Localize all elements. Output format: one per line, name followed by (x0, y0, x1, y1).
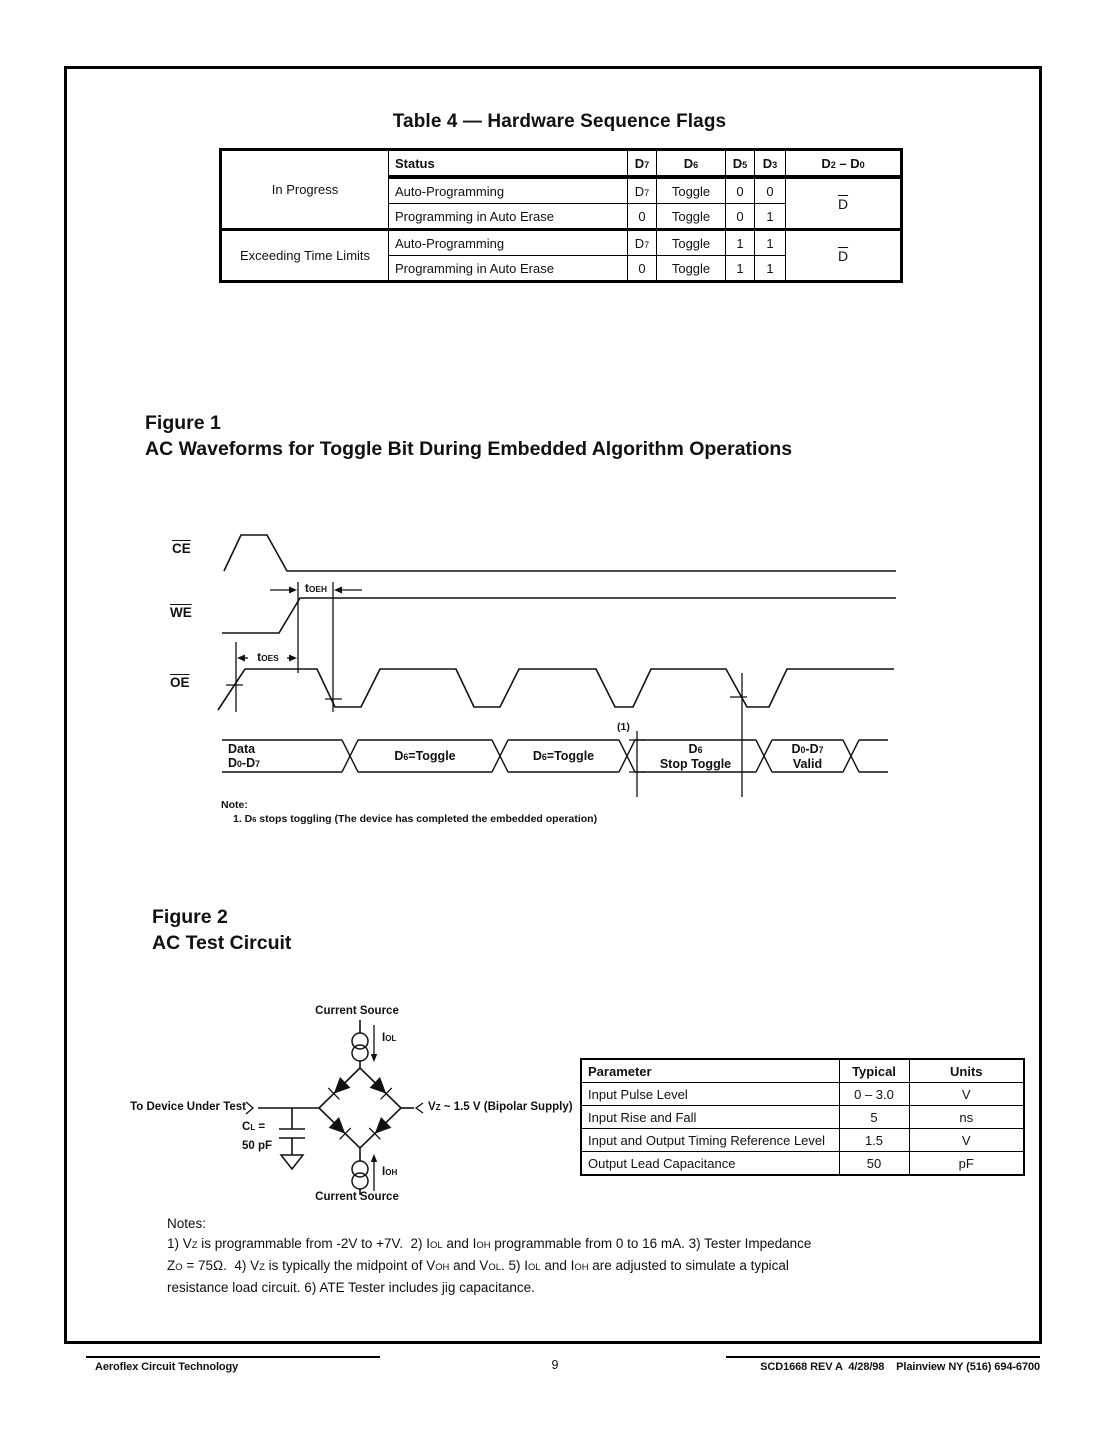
ce-waveform (224, 535, 896, 571)
footer-company: Aeroflex Circuit Technology (95, 1361, 239, 1373)
cell-d3: 1 (755, 230, 786, 256)
param-units: V (909, 1083, 1024, 1106)
current-source-bottom-label: Current Source (315, 1191, 399, 1203)
col-header-status: Status (389, 150, 628, 178)
figure2-notes (167, 1214, 1027, 1298)
cell-d3: 1 (755, 204, 786, 230)
ioh-arrow-head (371, 1154, 377, 1162)
cell-d5: 0 (726, 177, 755, 204)
cell-d3: 0 (755, 177, 786, 204)
notes-line-3: resistance load circuit. 6) ATE Tester includes jig capacitance. (167, 1280, 535, 1295)
bus-label-stop-toggle: Stop Toggle (659, 757, 732, 771)
param-name: Input Rise and Fall (581, 1106, 839, 1129)
figure1-note-item: 1. D6 stops toggling (The device has completed the embedded operation) (233, 813, 598, 825)
typical-header: Typical (839, 1059, 909, 1083)
row-group-in-progress: In Progress (221, 150, 389, 230)
footer-rule-right (726, 1356, 1040, 1358)
cell-d2d0-dbar: $\overline{D}$ (786, 177, 902, 230)
param-name: Input and Output Timing Reference Level (581, 1129, 839, 1152)
oe-waveform (218, 669, 894, 710)
signal-label-oe: $\overline{OE}$ (170, 675, 190, 690)
param-units: pF (909, 1152, 1024, 1176)
param-row (581, 1106, 1024, 1129)
signal-label-ce: $\overline{CE}$ (172, 541, 191, 556)
figure2-caption (152, 904, 291, 956)
param-row (581, 1083, 1024, 1106)
cell-status: Auto-Programming (389, 177, 628, 204)
col-header-d3: D3 (755, 150, 786, 178)
ac-test-parameter-table (580, 1058, 1025, 1176)
figure2-number: Figure 2 (152, 906, 228, 928)
bus-label-data: Data (228, 742, 256, 756)
waveform-diagram (140, 520, 1045, 832)
bus-label-d0d7: D0-D7 (228, 756, 260, 770)
cl-value-label: 50 pF (242, 1140, 273, 1152)
figure1-number: Figure 1 (145, 412, 221, 434)
cell-d7: 0 (628, 204, 657, 230)
current-source-symbol-bottom (352, 1173, 368, 1189)
notes-line-1: 1) VZ is programmable from -2V to +7V. 2) IOL and IOH programmable from 0 to 16 mA. 3) Tester Impedance (167, 1236, 812, 1251)
we-waveform (222, 598, 896, 633)
bus-label-d6: D6 (688, 742, 703, 756)
page-number: 9 (551, 1358, 559, 1372)
bus-segment-toggle-1: D6=Toggle (394, 749, 456, 763)
notes-line-2: ZO = 75Ω. 4) VZ is typically the midpoint of VOH and VOL. 5) IOL and IOH are adjusted to simulate a typical (167, 1258, 789, 1273)
iol-label: IOL (382, 1032, 397, 1044)
cell-d5: 0 (726, 204, 755, 230)
param-table-header-row (581, 1059, 1024, 1083)
table-header-row (221, 150, 902, 178)
bus-segment-valid (772, 742, 843, 771)
dut-chevron (246, 1102, 253, 1114)
cl-label: CL = (242, 1121, 266, 1133)
hardware-sequence-flags-table (219, 148, 903, 283)
vz-chevron (416, 1103, 423, 1113)
param-name: Input Pulse Level (581, 1083, 839, 1106)
param-units: V (909, 1129, 1024, 1152)
cell-d3: 1 (755, 256, 786, 282)
param-units: ns (909, 1106, 1024, 1129)
table-row (221, 230, 902, 256)
cell-status: Auto-Programming (389, 230, 628, 256)
figure1-note-label: Note: (221, 799, 248, 811)
cell-d6: Toggle (657, 230, 726, 256)
row-group-exceeding-time-limits: Exceeding Time Limits (221, 230, 389, 282)
figure1-caption (145, 410, 792, 462)
iol-arrow-head (371, 1054, 377, 1062)
footer-doc-info: SCD1668 REV A 4/28/98 Plainview NY (516) 694-6700 (760, 1361, 1040, 1373)
col-header-d6: D6 (657, 150, 726, 178)
cell-status: Programming in Auto Erase (389, 256, 628, 282)
cell-d7: D7 (628, 230, 657, 256)
signal-label-we: $\overline{WE}$ (170, 605, 192, 620)
param-typical: 5 (839, 1106, 909, 1129)
cell-d5: 1 (726, 230, 755, 256)
col-header-d5: D5 (726, 150, 755, 178)
bus-segment-data (228, 742, 260, 771)
param-typical: 0 – 3.0 (839, 1083, 909, 1106)
device-under-test-label: To Device Under Test (130, 1101, 246, 1113)
units-header: Units (909, 1059, 1024, 1083)
notes-label: Notes: (167, 1216, 207, 1231)
table4-title: Table 4 — Hardware Sequence Flags (392, 111, 727, 132)
param-name: Output Lead Capacitance (581, 1152, 839, 1176)
cell-status: Programming in Auto Erase (389, 204, 628, 230)
cell-d6: Toggle (657, 256, 726, 282)
bus-label-d0d7: D0-D7 (791, 742, 824, 756)
bus-segment-stop-toggle (635, 742, 756, 771)
param-row (581, 1152, 1024, 1176)
param-typical: 1.5 (839, 1129, 909, 1152)
diode-bridge (319, 1068, 401, 1148)
toes-label: tOES (257, 650, 279, 664)
ioh-label: IOH (382, 1166, 398, 1178)
col-header-d7: D7 (628, 150, 657, 178)
param-header: Parameter (581, 1059, 839, 1083)
current-source-top-label: Current Source (315, 1005, 399, 1017)
figure1-title: AC Waveforms for Toggle Bit During Embedded Algorithm Operations (145, 438, 793, 460)
ground-symbol (281, 1155, 303, 1169)
note-ref-1: (1) (617, 721, 630, 733)
cell-d7: D7 (628, 177, 657, 204)
toes-arrow-right-head (289, 655, 297, 662)
vz-label: VZ ~ 1.5 V (Bipolar Supply) (428, 1101, 573, 1113)
cell-d7: 0 (628, 256, 657, 282)
toes-arrow-left-head (237, 655, 245, 662)
bus-label-valid: Valid (792, 757, 823, 771)
bus-segment-toggle-2: D6=Toggle (532, 749, 595, 763)
cell-d5: 1 (726, 256, 755, 282)
current-source-symbol-top (352, 1045, 368, 1061)
cell-d6: Toggle (657, 177, 726, 204)
param-typical: 50 (839, 1152, 909, 1176)
cell-d2d0-dbar: $\overline{D}$ (786, 230, 902, 282)
cell-d6: Toggle (657, 204, 726, 230)
figure2-title: AC Test Circuit (152, 932, 292, 954)
col-header-d2d0: D2 – D0 (786, 150, 902, 178)
footer-rule-left (86, 1356, 380, 1358)
toeh-label: tOEH (304, 581, 328, 595)
param-row (581, 1129, 1024, 1152)
